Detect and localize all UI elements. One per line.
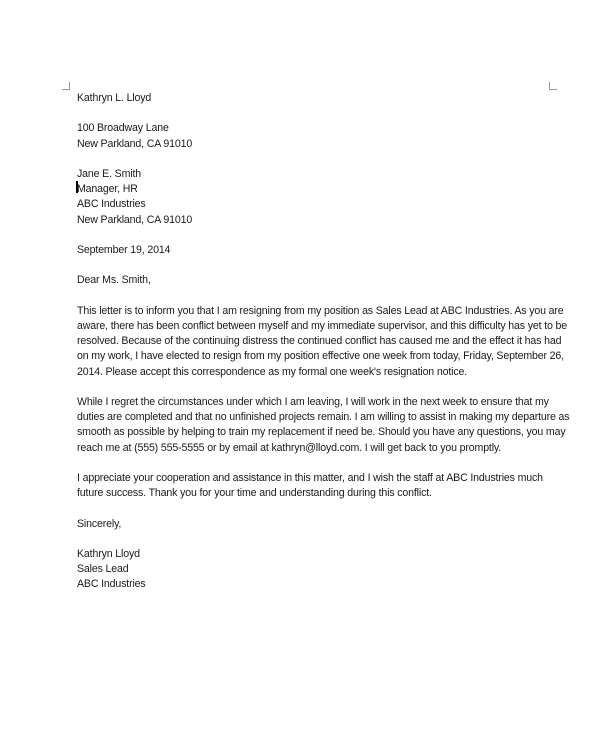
recipient-city: New Parkland, CA 91010 xyxy=(77,213,193,226)
letter-date: September 19, 2014 xyxy=(77,243,171,256)
sender-name: Kathryn L. Lloyd xyxy=(77,92,152,104)
paragraph-line: aware, there has been conflict between myself and my immediate supervisor, and this difficulty has yet to be xyxy=(77,319,568,332)
recipient-company: ABC Industries xyxy=(77,198,146,211)
salutation: Dear Ms. Smith, xyxy=(77,274,151,287)
margin-corner-top-right xyxy=(549,82,557,90)
sender-block xyxy=(77,91,557,152)
recipient-title: Manager, HR xyxy=(77,183,138,196)
paragraph-line: resolved. Because of the continuing distress the continued conflict has caused me and the effect it has had xyxy=(77,335,562,348)
recipient-name: Jane E. Smith xyxy=(77,167,141,180)
margin-corner-top-left xyxy=(62,82,70,90)
signature-title: Sales Lead xyxy=(77,563,129,576)
paragraph-line: While I regret the circumstances under which I am leaving, I will work in the next week to ensure that my xyxy=(77,395,549,408)
paragraph-line: I appreciate your cooperation and assistance in this matter, and I wish the staff at ABC Industries much xyxy=(77,471,543,484)
paragraph-line: This letter is to inform you that I am resigning from my position as Sales Lead at ABC Industries. As you are xyxy=(77,304,564,317)
paragraph-line: duties are completed and that no unfinished projects remain. I am willing to assist in making my departure as xyxy=(77,411,570,424)
paragraph-1 xyxy=(77,304,568,380)
paragraph-line: on my work, I have elected to resign from my position effective one week from today, Friday, September 26, xyxy=(77,350,564,363)
sender-city: New Parkland, CA 91010 xyxy=(77,137,193,150)
signature-block xyxy=(77,547,557,593)
paragraph-3 xyxy=(77,471,557,501)
closing: Sincerely, xyxy=(77,517,122,530)
paragraph-line: reach me at (555) 555-5555 or by email at kathryn@lloyd.com. I will get back to you promptly. xyxy=(77,441,502,454)
paragraph-line: future success. Thank you for your time and understanding during this conflict. xyxy=(77,487,432,500)
paragraph-2 xyxy=(77,395,570,456)
paragraph-line: smooth as possible by helping to train my replacement if need be. Should you have any questions, you may xyxy=(77,426,566,439)
recipient-block xyxy=(77,167,557,228)
signature-name: Kathryn Lloyd xyxy=(77,547,140,560)
paragraph-line: 2014. Please accept this correspondence as my formal one week's resignation notice. xyxy=(77,365,468,378)
signature-company: ABC Industries xyxy=(77,578,146,591)
letter-body[interactable] xyxy=(77,91,570,593)
sender-street: 100 Broadway Lane xyxy=(77,122,169,135)
